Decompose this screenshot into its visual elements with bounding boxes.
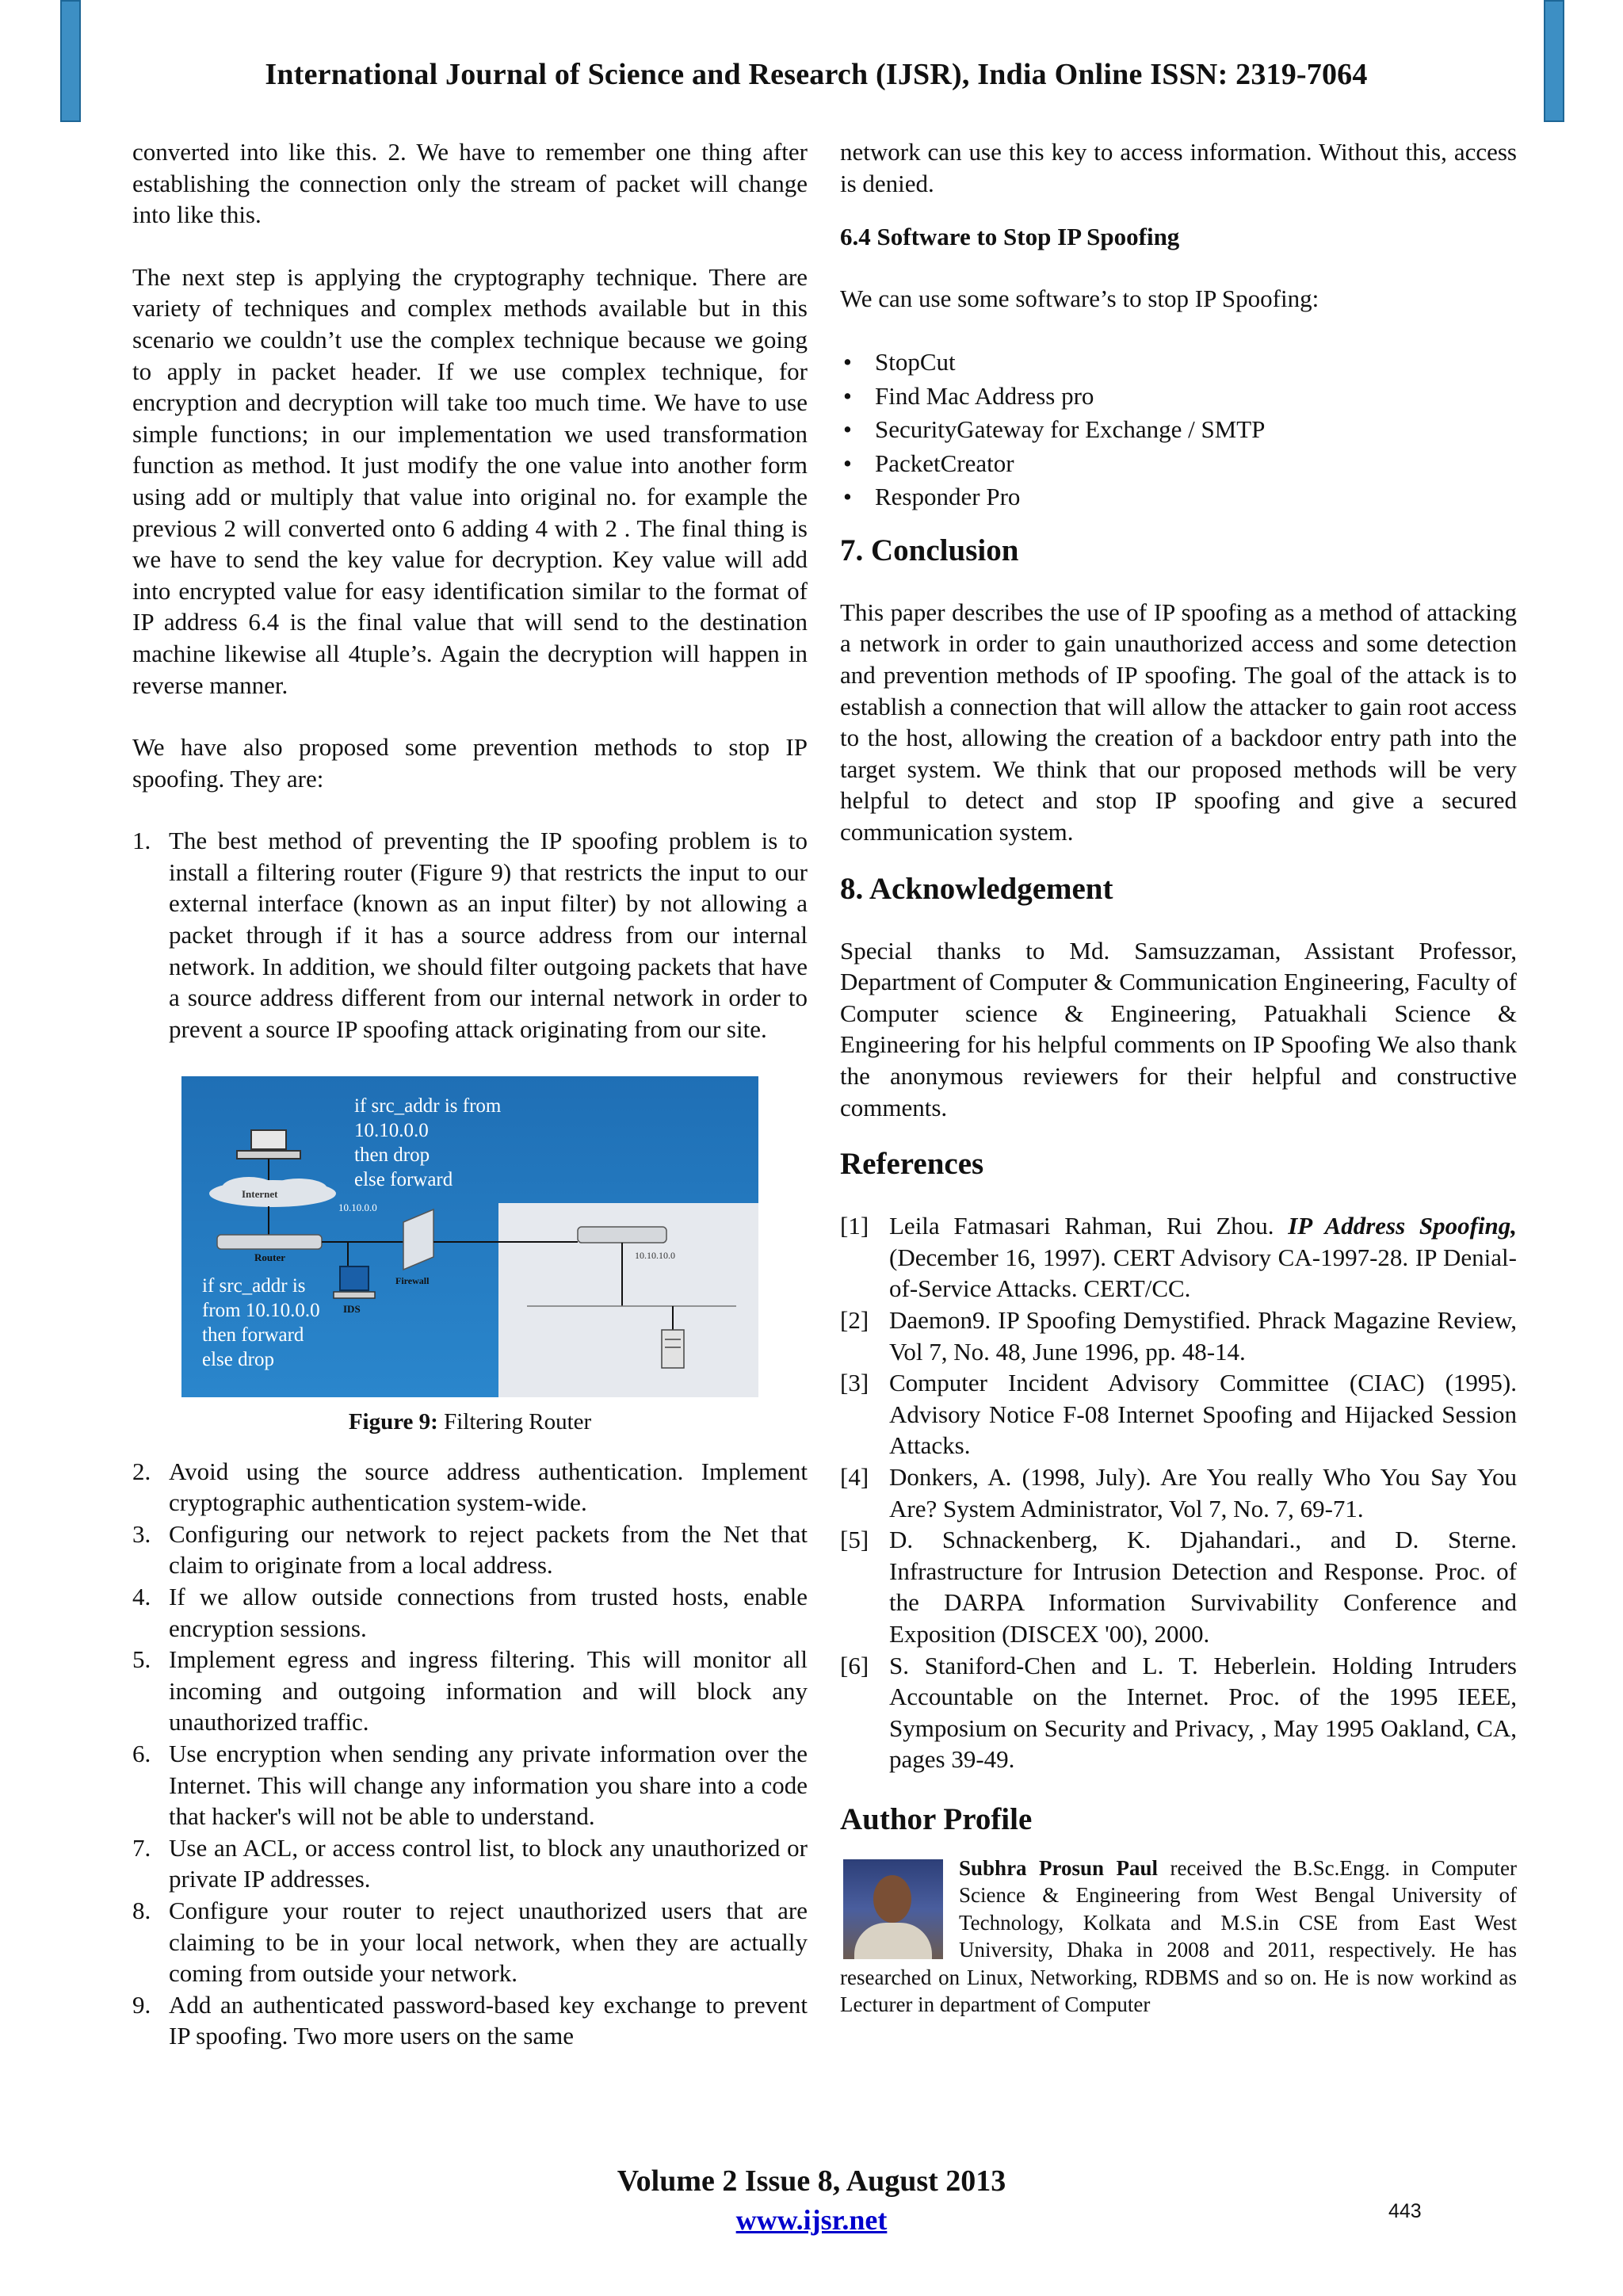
rule-bottom-line: from 10.10.0.0 (202, 1300, 320, 1322)
list-number: 9. (132, 1990, 151, 2019)
list-text: Use encryption when sending any private information over the Internet. This will change any information you share into a code that hacker's will not be able to understand. (169, 1739, 808, 1831)
paragraph: network can use this key to access information. Without this, access is denied. (840, 138, 1517, 197)
references-list (840, 1210, 1517, 1775)
rule-bottom-line: if src_addr is (202, 1275, 306, 1297)
reference-text: Daemon9. IP Spoofing Demystified. Phrack Magazine Review, Vol 7, No. 48, June 1996, pp. 48-14. (889, 1305, 1517, 1366)
reference-number: [5] (840, 1526, 869, 1554)
prevention-list (132, 825, 808, 1045)
rule-top-line: else forward (354, 1169, 453, 1191)
reference-item (840, 1305, 1517, 1367)
section-6-4-heading: 6.4 Software to Stop IP Spoofing (840, 223, 1180, 251)
figure-caption-label: Figure 9: (348, 1409, 438, 1435)
list-item (132, 1989, 808, 2052)
author-name: Subhra Prosun Paul (959, 1855, 1159, 1880)
list-item (132, 1456, 808, 1519)
router-label: Router (254, 1251, 285, 1264)
reference-item (840, 1367, 1517, 1461)
reference-item (840, 1650, 1517, 1775)
list-number: 6. (132, 1739, 151, 1767)
section-7-heading: 7. Conclusion (840, 533, 1019, 567)
subnet-label: 10.10.0.0 (338, 1201, 377, 1214)
list-item (132, 1519, 808, 1581)
figure-caption-text: Filtering Router (437, 1409, 592, 1435)
list-text: Use an ACL, or access control list, to block any unauthorized or private IP addresses. (169, 1833, 808, 1893)
ids-label: IDS (343, 1303, 361, 1316)
list-number: 1. (132, 827, 151, 855)
list-item: • PacketCreator (840, 447, 1517, 481)
reference-text: Donkers, A. (1998, July). Are You really Who You Say You Are? System Administrator, Vol 7, No. 7, 69-71. (889, 1462, 1517, 1522)
reference-text: Leila Fatmasari Rahman, Rui Zhou. (889, 1212, 1289, 1240)
list-item: • Find Mac Address pro (840, 380, 1517, 414)
switch-label: 10.10.10.0 (635, 1250, 675, 1262)
reference-title: IP Address Spoofing, (1288, 1212, 1517, 1240)
list-item (132, 825, 808, 1045)
list-item (132, 1644, 808, 1738)
author-bio-text: received the B.Sc.Engg. in Computer Science & Engineering from West Bengal University of Technology, Kolkata and M.S.in CSE from East West University, Dhaka in 2008 and 2011, respectively. He has researched on Linux, Networking, RDBMS and so on. He is now workind as Lecturer in department of Computer (840, 1855, 1517, 2017)
reference-item (840, 1524, 1517, 1649)
left-margin-bar (60, 0, 81, 122)
paragraph: The next step is applying the cryptography technique. There are variety of techniques and complex methods available but in this scenario we couldn’t use the complex technique because we going to apply in packet header. If we use complex technique, for encryption and decryption will take too much time. We have to use simple functions; in our implementation we used transformation function as method. It just modify the one value into another form using add or multiply that value into original no. for example the previous 2 will converted onto 6 adding 4 with 2 . The final thing is we have to send the key value for decryption. Key value will add into encrypted value for easy identification similar to the format of IP address 6.4 is the final value that will send to the destination machine likewise all 4tuple’s. Again the decryption will happen in reverse manner. (132, 262, 808, 699)
section-8-heading: 8. Acknowledgement (840, 871, 1113, 906)
list-text: The best method of preventing the IP spoofing problem is to install a filtering router (Figure 9) that restricts the input to our external interface (known as an input filter) by not allowing a packet through if it has a source address from our internal network. In addition, we should filter outgoing packets that have a source address different from our internal network in order to prevent a source IP spoofing attack originating from our site. (169, 827, 808, 1043)
right-column (840, 136, 1517, 2019)
list-number: 7. (132, 1833, 151, 1862)
right-margin-bar (1544, 0, 1564, 122)
software-list (840, 346, 1517, 514)
reference-text: Computer Incident Advisory Committee (CIAC) (1995). Advisory Notice F-08 Internet Spoofing and Hijacked Session Attacks. (889, 1369, 1517, 1460)
paragraph: converted into like this. 2. We have to remember one thing after establishing the connection only the stream of packet will change into like this. (132, 138, 808, 229)
footer-volume: Volume 2 Issue 8, August 2013 (617, 2164, 1006, 2198)
figure-caption (181, 1407, 758, 1438)
reference-item (840, 1461, 1517, 1524)
list-item (132, 1832, 808, 1895)
author-photo (843, 1859, 943, 1959)
list-item (132, 1738, 808, 1832)
internet-cloud-icon (209, 1177, 336, 1207)
reference-number: [4] (840, 1462, 869, 1491)
page-number: 443 (1388, 2200, 1422, 2222)
rule-top-line: 10.10.0.0 (354, 1120, 429, 1142)
internet-label: Internet (242, 1188, 278, 1201)
list-number: 4. (132, 1583, 151, 1610)
paragraph: This paper describes the use of IP spoofing as a method of attacking a network in order to gain unauthorized access and some detection and prevention methods of IP spoofing. The goal of the attack is to establish a connection that will allow the attacker to gain root access to the host, allowing the creation of a backdoor entry path into the target system. We think that our proposed methods will be very helpful to detect and stop IP spoofing and give a secured communication system. (840, 598, 1517, 846)
list-item (132, 1581, 808, 1644)
reference-item (840, 1210, 1517, 1305)
server-icon (662, 1330, 684, 1368)
reference-text: (December 16, 1997). CERT Advisory CA-1997-28. IP Denial-of-Service Attacks. CERT/CC. (889, 1243, 1517, 1303)
list-text: Configure your router to reject unauthorized users that are claiming to be in your local network, when they are actually coming from outside your network. (169, 1896, 808, 1988)
rule-top-line: then drop (354, 1144, 430, 1167)
figure-9 (181, 1076, 758, 1438)
list-number: 3. (132, 1519, 151, 1548)
list-item: • SecurityGateway for Exchange / SMTP (840, 413, 1517, 447)
author-profile (840, 1855, 1517, 2019)
left-column (132, 136, 808, 2052)
author-profile-heading: Author Profile (840, 1801, 1033, 1836)
list-text: Avoid using the source address authentication. Implement cryptographic authentication system-wide. (169, 1457, 808, 1517)
paragraph: We have also proposed some prevention methods to stop IP spoofing. They are: (132, 733, 808, 793)
list-number: 5. (132, 1645, 151, 1674)
firewall-label: Firewall (395, 1275, 430, 1287)
rule-bottom-line: else drop (202, 1349, 274, 1371)
reference-number: [1] (840, 1212, 869, 1240)
paragraph: Special thanks to Md. Samsuzzaman, Assistant Professor, Department of Computer & Communication Engineering, Faculty of Computer science & Engineering, Patuakhali Science & Engineering for his helpful comments on IP Spoofing We also thank the anonymous reviewers for their helpful and constructive comments. (840, 936, 1517, 1121)
references-heading: References (840, 1147, 984, 1182)
list-number: 2. (132, 1457, 151, 1485)
filtering-router-diagram (181, 1076, 758, 1397)
list-item (132, 1895, 808, 1989)
rule-top-line: if src_addr is from (354, 1095, 502, 1117)
list-text: Implement egress and ingress filtering. This will monitor all incoming and outgoing information and will block any unauthorized traffic. (169, 1645, 808, 1736)
journal-header: International Journal of Science and Research (IJSR), India Online ISSN: 2319-7064 (265, 58, 1368, 91)
list-text: If we allow outside connections from trusted hosts, enable encryption sessions. (169, 1583, 808, 1642)
footer-url-link[interactable]: www.ijsr.net (735, 2204, 888, 2236)
prevention-list-continued (132, 1456, 808, 2052)
rule-bottom-line: then forward (202, 1324, 304, 1347)
paragraph: We can use some software’s to stop IP Spoofing: (840, 284, 1319, 312)
list-text: Add an authenticated password-based key exchange to prevent IP spoofing. Two more users on the same (169, 1990, 808, 2050)
reference-number: [2] (840, 1305, 869, 1334)
reference-text: D. Schnackenberg, K. Djahandari., and D. Sterne. Infrastructure for Intrusion Detection and Response. Proc. of the DARPA Information Survivability Conference and Exposition (DISCEX '00), 2000. (889, 1526, 1517, 1648)
list-text: Configuring our network to reject packets from the Net that claim to originate from a local address. (169, 1519, 808, 1580)
reference-text: S. Staniford-Chen and L. T. Heberlein. Holding Intruders Accountable on the Internet. Proc. of the 1995 IEEE, Symposium on Security and Privacy, , May 1995 Oakland, CA, pages 39-49. (889, 1651, 1517, 1774)
list-number: 8. (132, 1896, 151, 1924)
list-item: • StopCut (840, 346, 1517, 380)
reference-number: [6] (840, 1651, 869, 1679)
list-item: • Responder Pro (840, 480, 1517, 514)
reference-number: [3] (840, 1369, 869, 1397)
